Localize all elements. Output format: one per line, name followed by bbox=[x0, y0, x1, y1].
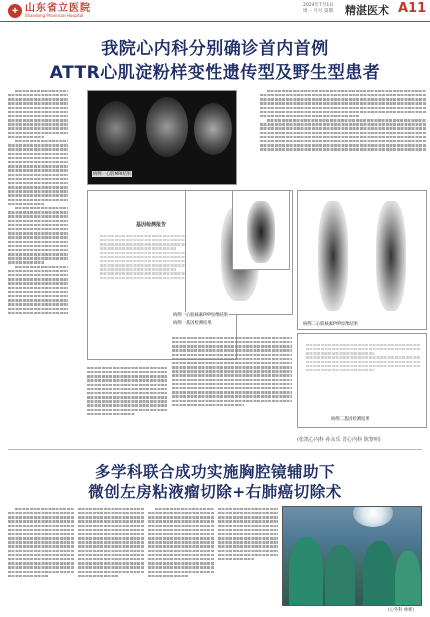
hospital-seal-icon: ✚ bbox=[8, 4, 22, 18]
surgical-lamp-icon bbox=[353, 506, 393, 527]
hospital-logo bbox=[8, 3, 91, 19]
gene-report-case2-caption: 病例二基因检测结果 bbox=[331, 417, 370, 422]
article1-title-line2: ATTR心肌淀粉样变性遗传型及野生型患者 bbox=[49, 63, 381, 83]
surgeon-figure bbox=[289, 537, 323, 606]
mri-image bbox=[87, 90, 237, 185]
article2-title-line2: 微创左房粘液瘤切除+右肺癌切除术 bbox=[88, 483, 342, 501]
section-title: 精湛医术 bbox=[345, 4, 389, 17]
surgeon-figure bbox=[395, 551, 421, 606]
article2-body-col2 bbox=[78, 506, 144, 610]
article2-title-line1: 多学科联合成功实施胸腔镜辅助下 bbox=[94, 463, 335, 481]
page-number: A11 bbox=[398, 1, 427, 16]
article1-credit: (张凯心内科 孙永乐 晋心内科 陈黎明) bbox=[297, 437, 381, 443]
gene-report-title: 基因检测报告 bbox=[136, 222, 167, 228]
logo-text: 山东省立医院 bbox=[25, 3, 91, 14]
gene-result-caption: 病例一基因检测结果 bbox=[173, 321, 212, 326]
article1-body-col1 bbox=[8, 88, 68, 438]
article-divider bbox=[8, 449, 422, 450]
gene-report-case2 bbox=[297, 333, 427, 428]
pyp-scan-case2 bbox=[297, 190, 427, 330]
issue-date: 2024年7月1日 周一 月号 第期 bbox=[303, 3, 334, 14]
surgeon-figure bbox=[363, 541, 395, 606]
article1-body-col3 bbox=[172, 335, 292, 440]
surgery-photo bbox=[282, 506, 422, 606]
article2-credit: (心外科 林彬) bbox=[388, 608, 415, 613]
mri-caption: 病例一心脏MRI结果 bbox=[93, 172, 132, 177]
article1-body-col2 bbox=[87, 365, 167, 440]
pyp-scan-left-caption: 病例一心肌核素PYP显像结果 bbox=[173, 313, 228, 318]
pyp-scan-right bbox=[232, 190, 290, 270]
article2-body-col4 bbox=[218, 506, 278, 610]
article1-body-col-right bbox=[260, 88, 426, 188]
surgeon-figure bbox=[325, 545, 355, 606]
masthead bbox=[0, 0, 430, 22]
article2-body-col1 bbox=[8, 506, 74, 610]
pyp-scan-right-caption: 病例二心肌核素PYP显像结果 bbox=[303, 322, 358, 327]
article1-title-line1: 我院心内科分别确诊首内首例 bbox=[101, 39, 329, 59]
article2-body-col3 bbox=[148, 506, 214, 610]
logo-english: Shandong Provincial Hospital bbox=[25, 13, 84, 18]
